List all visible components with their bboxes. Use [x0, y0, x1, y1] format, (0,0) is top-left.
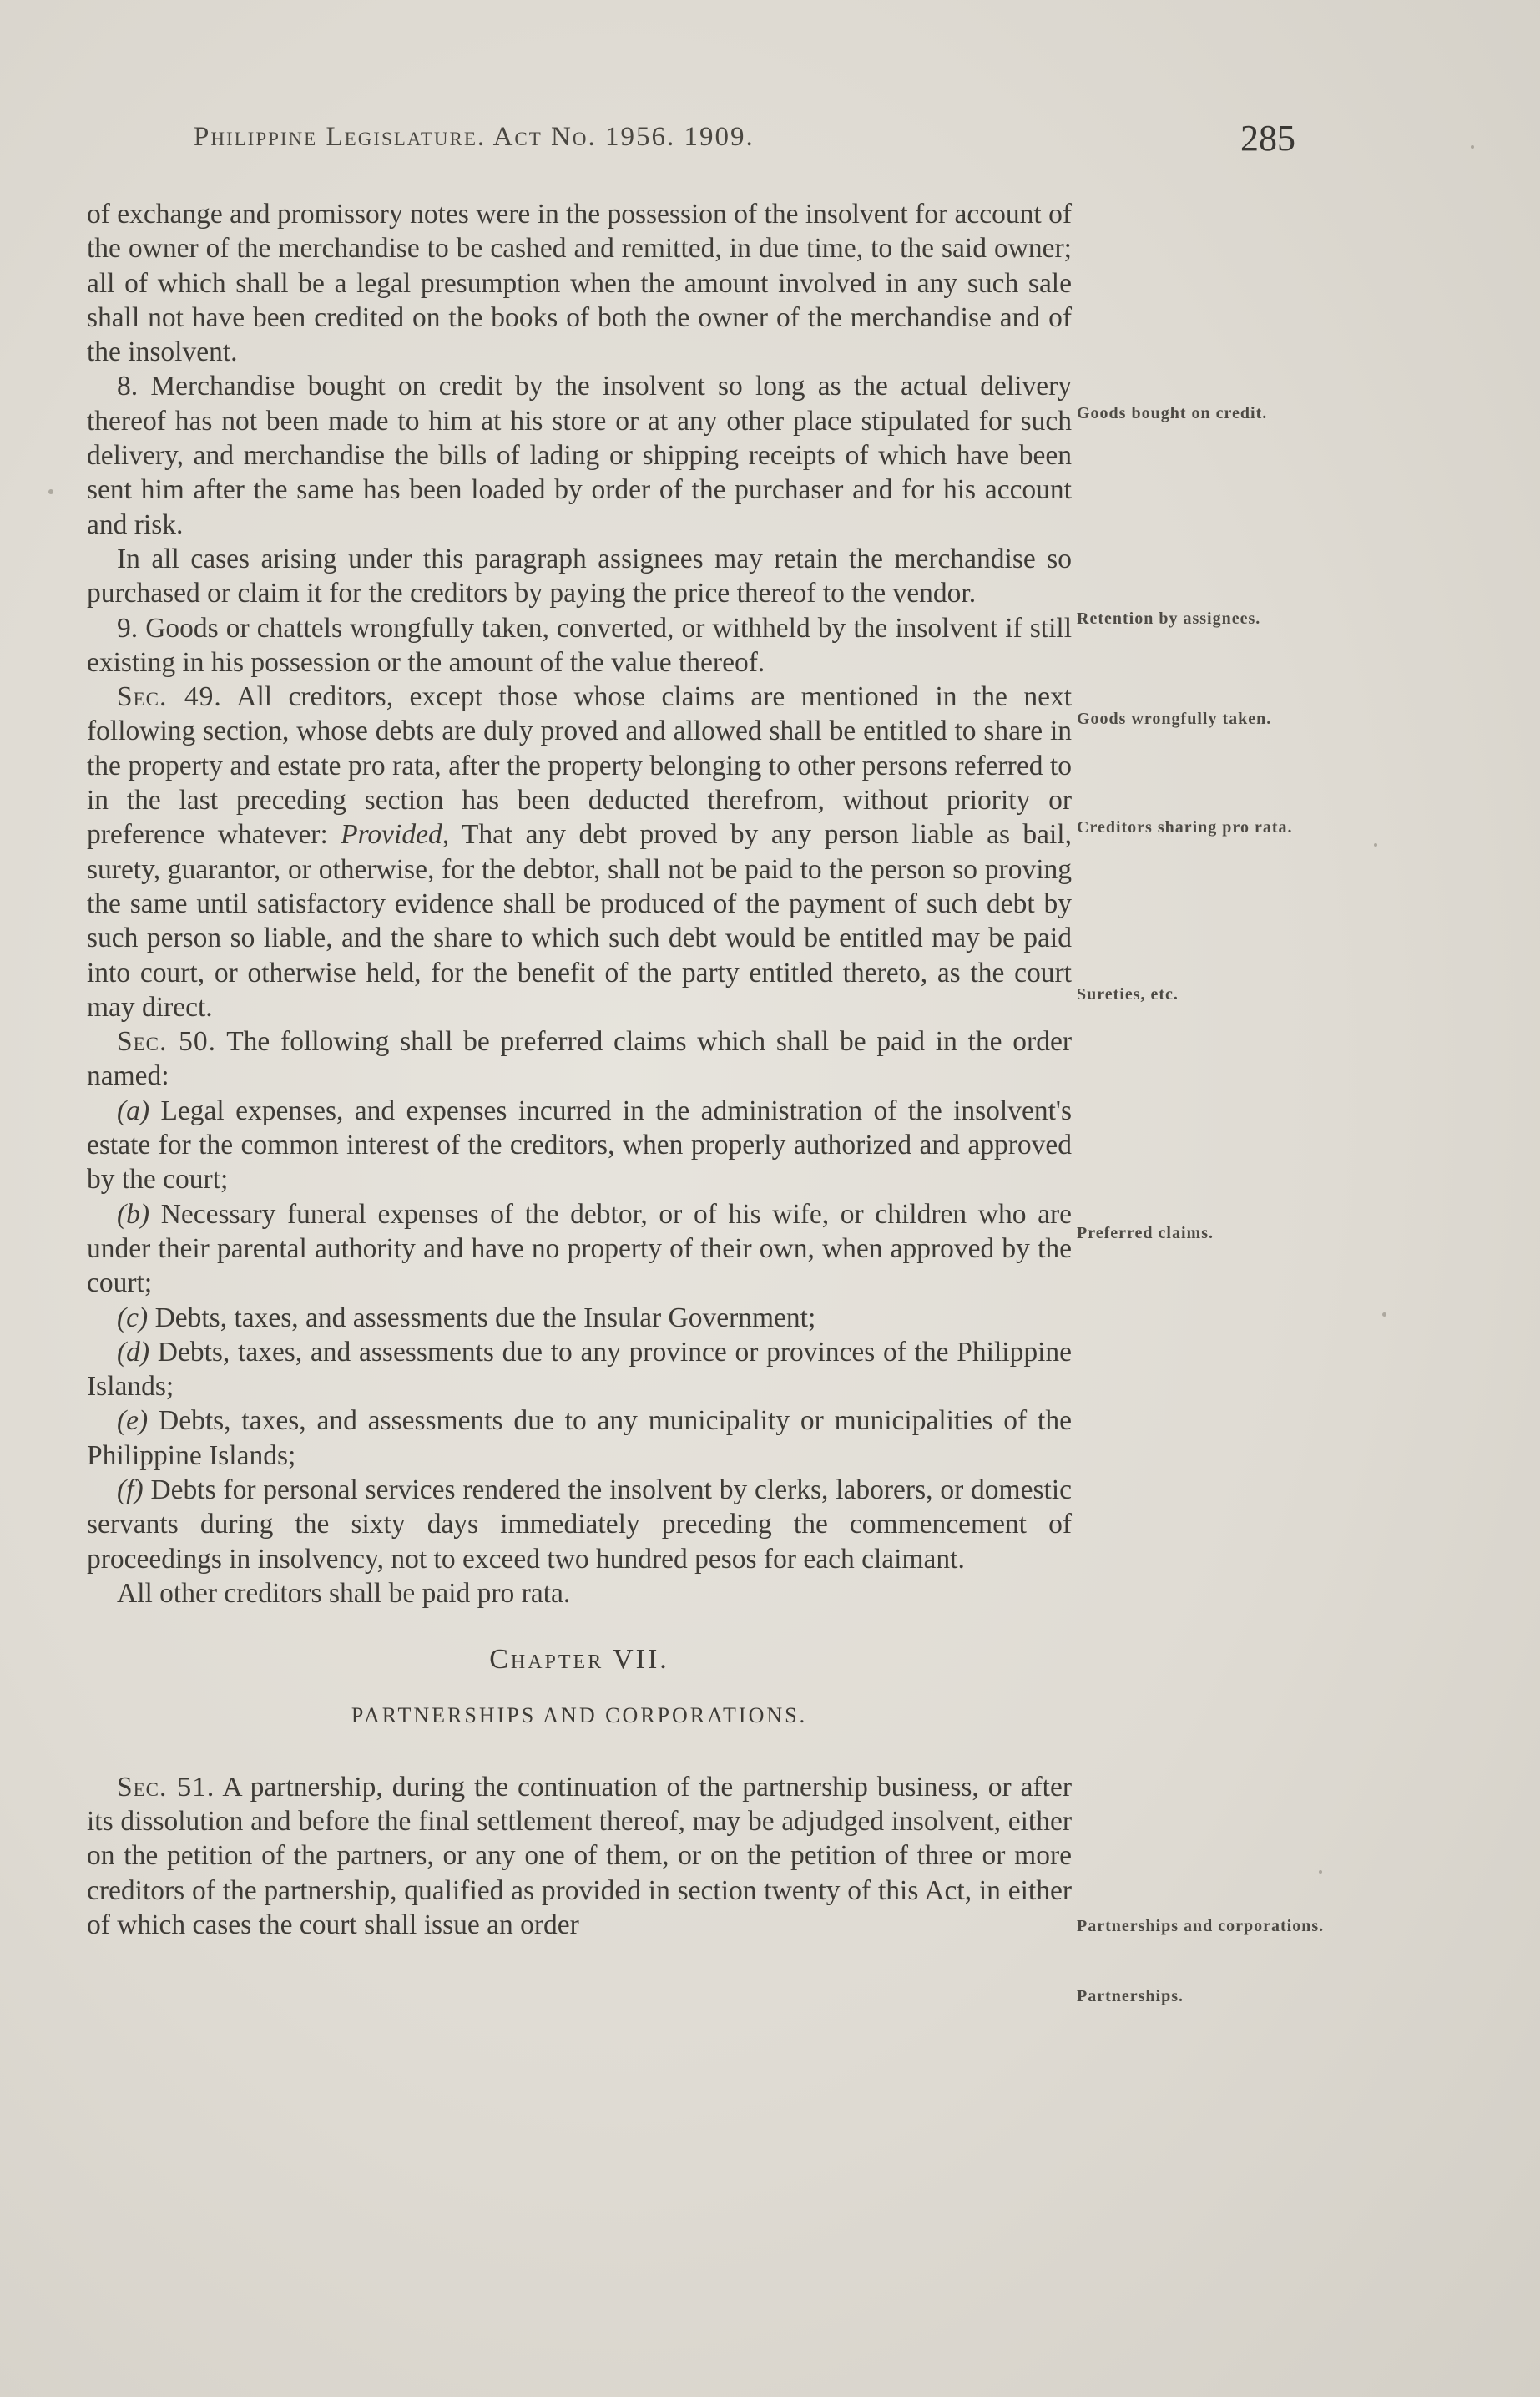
claim-item-e-mark: (e) — [117, 1405, 149, 1437]
claim-item-a-mark: (a) — [117, 1095, 150, 1126]
section-50-label: Sec. 50. — [117, 1026, 217, 1058]
claim-item-f — [87, 1473, 1072, 1576]
claim-item-b-text: Necessary funeral expenses of the debtor, or of his wife, or children who are under their parental authority and have no property of their own, when approved by the court; — [87, 1198, 1072, 1299]
margin-note-partnerships: Partnerships. — [1077, 1987, 1184, 2005]
section-49-text-b: That any debt proved by any person liable as bail, surety, guarantor, or otherwise, for the debtor, shall not be paid to the person so proving the same until satisfactory evidence shall be produced of the payment of such debt by such person so liable, and the share to which such debt would be entitled may be paid into court, or otherwise held, for the benefit of the party entitled thereto, as the court may direct. — [87, 819, 1072, 1023]
paragraph-retention: In all cases arising under this paragraph assignees may retain the merchandise so purchased or claim it for the creditors by paying the price thereof to the vendor. — [87, 543, 1072, 609]
running-head: Philippine Legislature. Act No. 1956. 1909. — [194, 122, 755, 152]
claim-item-f-text: Debts for personal services rendered the insolvent by clerks, laborers, or domestic servants during the sixty days immediately preceding the commencement of proceedings in insolvency, not to exceed two hundred pesos for each claimant. — [87, 1474, 1072, 1575]
paragraph-continuation: of exchange and promissory notes were in the possession of the insolvent for account of the owner of the merchandise to be cashed and remitted, in due time, to the said owner; all of which shall be a legal presumption when the amount involved in any such sale shall not have been credited on the books of both the owner of the merchandise and of the insolvent. — [87, 199, 1072, 368]
section-51-text: A partnership, during the continuation of the partnership business, or after its dissolution and before the final settlement thereof, may be adjudged insolvent, either on the petition of the partners, or any one of them, or on the petition of three or more creditors of the partnership, qualified as provided in section twenty of this Act, in either of which cases the court shall issue an order — [87, 1771, 1072, 1940]
paper-speck — [48, 489, 53, 494]
paper-speck — [1471, 145, 1474, 149]
paragraph-item-8: 8. Merchandise bought on credit by the insolvent so long as the actual delivery thereof has not been made to him at his store or at any other place stipulated for such delivery, and merchandise the bills of lading or shipping receipts of which have been sent him after the same has been loaded by order of the purchaser and for his account and risk. — [87, 371, 1072, 540]
section-51 — [87, 1770, 1072, 1942]
claim-item-c — [87, 1301, 1072, 1335]
claim-item-e — [87, 1403, 1072, 1473]
section-49-label: Sec. 49. — [117, 681, 222, 713]
body-text — [87, 197, 1072, 1942]
paragraph-item-9: 9. Goods or chattels wrongfully taken, converted, or withheld by the insolvent if still existing in his possession or the amount of the value thereof. — [87, 612, 1072, 678]
chapter-subtitle: PARTNERSHIPS AND CORPORATIONS. — [351, 1703, 808, 1728]
margin-note-creditors-sharing: Creditors sharing pro rata. — [1077, 818, 1293, 837]
margin-note-sureties: Sureties, etc. — [1077, 985, 1179, 1004]
claim-item-a — [87, 1094, 1072, 1197]
paper-speck — [1319, 1870, 1322, 1874]
claim-item-f-mark: (f) — [117, 1474, 144, 1505]
claim-item-d — [87, 1335, 1072, 1404]
margin-note-goods-bought: Goods bought on credit. — [1077, 404, 1268, 422]
section-51-label: Sec. 51. — [117, 1771, 215, 1803]
section-50 — [87, 1024, 1072, 1094]
chapter-title: Chapter VII. — [489, 1644, 669, 1676]
section-49-proviso: Provided, — [341, 819, 450, 851]
margin-note-retention: Retention by assignees. — [1077, 609, 1261, 628]
margin-note-partnerships-corporations: Partnerships and corporations. — [1077, 1917, 1325, 1935]
claim-item-a-text: Legal expenses, and expenses incurred in the administration of the insolvent's estate for the common interest of the creditors, when properly authorized and approved by the court; — [87, 1095, 1072, 1196]
page-number: 285 — [1240, 118, 1295, 159]
claim-item-c-mark: (c) — [117, 1302, 149, 1333]
section-49-text-a: All creditors, except those whose claims are mentioned in the next following section, whose debts are duly proved and allowed shall be entitled to share in the property and estate pro rata, after the property belonging to other persons referred to in the last preceding section has been deducted therefrom, without priority or preference whatever: — [87, 681, 1073, 851]
section-50-text: The following shall be preferred claims which shall be paid in the order named: — [87, 1026, 1072, 1092]
margin-note-preferred-claims: Preferred claims. — [1077, 1224, 1214, 1242]
section-49 — [87, 680, 1072, 1024]
claim-item-c-text: Debts, taxes, and assessments due the Insular Government; — [148, 1302, 816, 1333]
page-header — [194, 118, 1295, 162]
claim-item-e-text: Debts, taxes, and assessments due to any municipality or municipalities of the Philippine Islands; — [87, 1405, 1072, 1471]
claim-item-b — [87, 1197, 1072, 1301]
pro-rata-closing: All other creditors shall be paid pro rata. — [117, 1577, 571, 1609]
claim-item-d-mark: (d) — [117, 1336, 150, 1368]
claim-item-d-text: Debts, taxes, and assessments due to any province or provinces of the Philippine Islands; — [87, 1336, 1072, 1403]
margin-note-goods-taken: Goods wrongfully taken. — [1077, 710, 1272, 728]
claim-item-b-mark: (b) — [117, 1198, 150, 1230]
paper-speck — [1382, 1312, 1386, 1317]
paper-speck — [1374, 843, 1377, 847]
